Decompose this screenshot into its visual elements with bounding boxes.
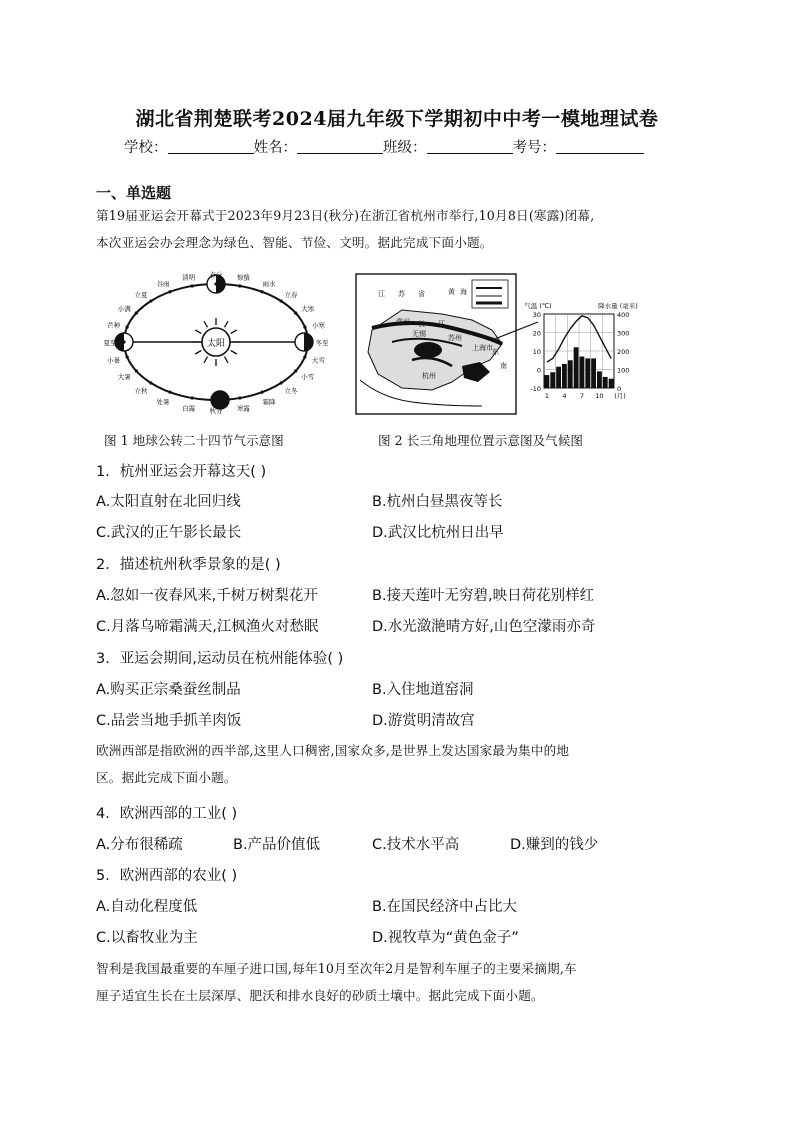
term-marker — [303, 325, 306, 328]
map-label: 省 — [418, 290, 425, 298]
map-label: 江 — [378, 290, 385, 298]
student-info-line — [124, 136, 644, 157]
climate-left-tick: 0 — [536, 366, 541, 375]
q3-option-b[interactable]: B.入住地道窑洞 — [372, 682, 474, 698]
term-marker — [126, 355, 129, 358]
term-marker — [168, 391, 171, 394]
earth-icon-winter — [295, 333, 313, 351]
term-marker — [191, 396, 194, 399]
solar-term-label: 大暑 — [117, 373, 131, 381]
solar-term-label: 立夏 — [134, 290, 148, 299]
climate-chart — [524, 301, 638, 400]
climate-left-tick: 20 — [532, 329, 541, 338]
term-marker — [238, 284, 241, 287]
solar-term-label: 春分 — [209, 271, 223, 279]
climate-x-tick: (月) — [614, 392, 626, 400]
q1-option-c[interactable]: C.武汉的正午影长最长 — [96, 525, 242, 541]
climate-left-tick: 10 — [532, 348, 541, 356]
precipitation-bar — [568, 360, 573, 388]
figure-2-caption: 图 2 长三角地理位置示意图及气候图 — [378, 433, 583, 448]
climate-x-tick: 7 — [579, 392, 584, 400]
solar-term-label: 惊蛰 — [236, 273, 250, 282]
climate-left-tick: 30 — [532, 311, 541, 319]
q4-option-d[interactable]: D.赚到的钱少 — [510, 837, 599, 853]
climate-left-axis-title: 气温 (℃) — [524, 302, 552, 310]
solar-term-label: 立冬 — [284, 387, 298, 396]
passage-1 — [96, 202, 700, 256]
q2-option-b[interactable]: B.接天莲叶无穷碧,映日荷花别样红 — [372, 588, 595, 604]
earth-orbit-figure — [96, 262, 328, 420]
term-marker — [260, 290, 263, 293]
question-2-stem: 2．描述杭州秋季景象的是( ) — [96, 557, 281, 573]
q3-option-a[interactable]: A.购买正宗桑蚕丝制品 — [96, 682, 241, 698]
q4-option-a[interactable]: A.分布很稀疏 — [96, 837, 183, 853]
precipitation-bar — [556, 367, 561, 388]
solar-term-label: 夏至 — [103, 339, 117, 347]
term-marker — [122, 340, 125, 343]
solar-term-label: 霜降 — [262, 397, 276, 406]
climate-x-tick: 1 — [544, 392, 549, 400]
climate-x-tick: 10 — [595, 392, 604, 400]
term-marker — [214, 282, 217, 285]
map-label: 常州 — [396, 318, 410, 326]
q4-option-b[interactable]: B.产品价值低 — [233, 837, 321, 853]
q1-option-a[interactable]: A.太阳直射在北回归线 — [96, 494, 241, 510]
term-marker — [303, 355, 306, 358]
map-label: 长 — [418, 320, 425, 328]
solar-term-label: 清明 — [182, 273, 196, 282]
q5-option-d[interactable]: D.视牧草为“黄色金子” — [372, 930, 519, 946]
map-label: 海 — [460, 288, 467, 296]
map-label: 黄 — [448, 288, 455, 296]
exam-number-blank — [556, 139, 644, 154]
term-marker — [306, 340, 309, 343]
map-label: 上海市 — [472, 344, 493, 352]
solar-term-label: 立春 — [284, 290, 298, 299]
term-marker — [214, 398, 217, 401]
yangtze-delta-figure — [352, 270, 652, 420]
solar-term-label: 雨水 — [262, 280, 276, 289]
precipitation-bar — [574, 347, 579, 388]
climate-right-axis-title: 降水量 (毫米) — [598, 302, 638, 310]
map-label: 苏 — [398, 290, 405, 298]
q2-option-d[interactable]: D.水光潋滟晴方好,山色空濛雨亦奇 — [372, 619, 596, 635]
question-4-stem: 4．欧洲西部的工业( ) — [96, 806, 238, 822]
term-marker — [294, 311, 297, 314]
passage-line: 欧洲西部是指欧洲的西半部,这里人口稠密,国家众多,是世界上发达国家最为集中的地 — [96, 743, 570, 758]
map-label: 苏州 — [448, 334, 462, 342]
passage-3 — [96, 955, 700, 1009]
solar-term-label: 小寒 — [311, 321, 325, 330]
q1-option-b[interactable]: B.杭州白昼黑夜等长 — [372, 494, 503, 510]
q3-option-d[interactable]: D.游赏明清故宫 — [372, 713, 475, 729]
q5-option-c[interactable]: C.以畜牧业为主 — [96, 930, 198, 946]
figure-1-caption: 图 1 地球公转二十四节气示意图 — [104, 433, 284, 448]
passage-line: 厘子适宜生长在土层深厚、肥沃和排水良好的砂质土壤中。据此完成下面小题。 — [96, 988, 544, 1003]
precipitation-bar — [562, 364, 567, 388]
q5-option-b[interactable]: B.在国民经济中占比大 — [372, 899, 518, 915]
question-3-stem: 3．亚运会期间,运动员在杭州能体验( ) — [96, 651, 344, 667]
term-marker — [279, 381, 282, 384]
precipitation-bar — [580, 357, 585, 388]
climate-right-tick: 100 — [617, 366, 630, 375]
solar-term-label: 小满 — [117, 305, 131, 313]
name-label: 姓名： — [253, 140, 297, 156]
map-label: 南 — [500, 362, 507, 370]
question-1-stem: 1．杭州亚运会开幕这天( ) — [96, 464, 267, 480]
passage-2 — [96, 737, 700, 791]
q2-option-c[interactable]: C.月落乌啼霜满天,江枫渔火对愁眠 — [96, 619, 319, 635]
class-label: 班级： — [383, 140, 427, 156]
sun-label: 太阳 — [206, 339, 226, 349]
solar-term-label: 冬至 — [315, 339, 328, 347]
solar-term-label: 寒露 — [236, 404, 250, 413]
precipitation-bar — [609, 379, 614, 388]
term-marker — [238, 396, 241, 399]
map-label: 杭州 — [422, 372, 436, 380]
school-blank — [168, 139, 254, 154]
term-marker — [279, 299, 282, 302]
solar-term-label: 秋分 — [209, 407, 223, 415]
name-blank — [297, 139, 383, 154]
solar-term-label: 大寒 — [301, 305, 315, 313]
q4-option-c[interactable]: C.技术水平高 — [372, 837, 460, 853]
climate-right-tick: 400 — [617, 311, 630, 319]
exam-title: 湖北省荆楚联考2024届九年级下学期初中中考一模地理试卷 — [135, 108, 659, 130]
term-marker — [294, 369, 297, 372]
class-blank — [427, 139, 513, 154]
term-marker — [260, 391, 263, 394]
school-label: 学校： — [124, 140, 168, 156]
solar-term-label: 谷雨 — [156, 280, 170, 289]
solar-term-label: 立秋 — [134, 387, 148, 396]
passage-line: 智利是我国最重要的车厘子进口国,每年10月至次年2月是智利车厘子的主要采摘期,车 — [96, 961, 577, 976]
q1-option-d[interactable]: D.武汉比杭州日出早 — [372, 525, 504, 541]
term-marker — [126, 325, 129, 328]
solar-term-label: 小雪 — [301, 373, 315, 381]
climate-right-tick: 0 — [617, 385, 622, 393]
passage-line: 第19届亚运会开幕式于2023年9月23日(秋分)在浙江省杭州市举行,10月8日(寒露)闭幕, — [96, 208, 595, 223]
term-marker — [168, 290, 171, 293]
solar-term-label: 芒种 — [107, 321, 121, 330]
map-label: 无锡 — [412, 330, 426, 338]
map-label: 东 — [492, 348, 499, 356]
climate-right-tick: 200 — [617, 348, 630, 356]
precipitation-bar — [585, 358, 590, 388]
precipitation-bar — [603, 377, 608, 388]
map-label: 江 — [438, 320, 445, 328]
q3-option-c[interactable]: C.品尝当地手抓羊肉饭 — [96, 713, 242, 729]
precipitation-bar — [545, 375, 550, 388]
solar-term-label: 处暑 — [156, 397, 170, 406]
q5-option-a[interactable]: A.自动化程度低 — [96, 899, 198, 915]
question-5-stem: 5．欧洲西部的农业( ) — [96, 868, 238, 884]
passage-line: 区。据此完成下面小题。 — [96, 770, 237, 785]
term-marker — [149, 299, 152, 302]
term-marker — [135, 311, 138, 314]
passage-line: 本次亚运会办会理念为绿色、智能、节俭、文明。据此完成下面小题。 — [96, 235, 493, 250]
solar-term-label: 白露 — [182, 404, 196, 413]
term-marker — [135, 369, 138, 372]
climate-x-tick: 4 — [562, 392, 567, 400]
term-marker — [191, 284, 194, 287]
precipitation-bar — [597, 371, 602, 388]
solar-term-label: 大雪 — [311, 356, 325, 365]
precipitation-bar — [591, 358, 596, 388]
climate-right-tick: 300 — [617, 329, 630, 338]
precipitation-bar — [550, 372, 555, 388]
exam-number-label: 考号： — [512, 140, 556, 156]
solar-term-label: 小暑 — [107, 356, 121, 365]
q2-option-a[interactable]: A.忽如一夜春风来,千树万树梨花开 — [96, 588, 318, 604]
section-heading: 一、单选题 — [96, 184, 172, 202]
term-marker — [149, 381, 152, 384]
climate-left-tick: -10 — [530, 385, 541, 393]
